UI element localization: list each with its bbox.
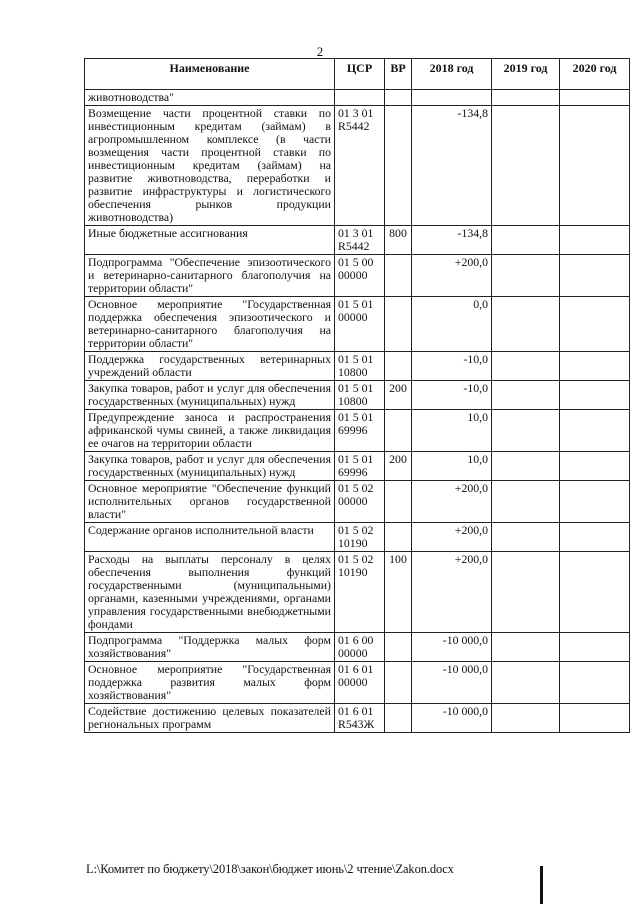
- header-csr: ЦСР: [335, 59, 385, 90]
- cell-2020: [560, 381, 630, 410]
- table-row: [85, 297, 630, 352]
- cell-csr: 01 5 01 69996: [335, 452, 385, 481]
- cell-vr: [385, 352, 412, 381]
- cell-2019: [492, 90, 560, 106]
- cell-2018: [412, 90, 492, 106]
- cell-2020: [560, 704, 630, 733]
- cell-2019: [492, 704, 560, 733]
- table-header-row: [85, 59, 630, 90]
- cell-2018: -134,8: [412, 226, 492, 255]
- cell-2020: [560, 633, 630, 662]
- cell-2019: [492, 633, 560, 662]
- cell-csr: [335, 90, 385, 106]
- cell-2019: [492, 552, 560, 633]
- margin-mark: [540, 866, 543, 904]
- cell-2020: [560, 255, 630, 297]
- cell-2019: [492, 481, 560, 523]
- budget-table: [84, 58, 630, 733]
- cell-name: Основное мероприятие "Государственная поддержка развития малых форм хозяйствования": [85, 662, 335, 704]
- table-row: [85, 552, 630, 633]
- cell-name: Содействие достижению целевых показателей региональных программ: [85, 704, 335, 733]
- cell-csr: 01 6 00 00000: [335, 633, 385, 662]
- cell-name: Содержание органов исполнительной власти: [85, 523, 335, 552]
- table-row: [85, 704, 630, 733]
- cell-name: животноводства": [85, 90, 335, 106]
- cell-2018: +200,0: [412, 523, 492, 552]
- cell-vr: 200: [385, 381, 412, 410]
- cell-vr: 100: [385, 552, 412, 633]
- cell-name: Основное мероприятие "Государственная поддержка обеспечения эпизоотического и ветеринарно-санитарного благополучия на территории области": [85, 297, 335, 352]
- cell-2020: [560, 410, 630, 452]
- table-body: [85, 90, 630, 733]
- cell-2018: +200,0: [412, 255, 492, 297]
- cell-csr: 01 5 02 00000: [335, 481, 385, 523]
- table-row: [85, 523, 630, 552]
- cell-2019: [492, 381, 560, 410]
- cell-2018: -10 000,0: [412, 662, 492, 704]
- table-row: [85, 90, 630, 106]
- cell-2018: 0,0: [412, 297, 492, 352]
- cell-vr: [385, 297, 412, 352]
- cell-name: Иные бюджетные ассигнования: [85, 226, 335, 255]
- cell-vr: [385, 106, 412, 226]
- cell-csr: 01 6 01 R543Ж: [335, 704, 385, 733]
- header-2019: 2019 год: [492, 59, 560, 90]
- cell-name: Расходы на выплаты персоналу в целях обеспечения выполнения функций государственными (муниципальными) органами, казенными учреждениями, органами управления государственными внебюджетными фондами: [85, 552, 335, 633]
- cell-vr: [385, 633, 412, 662]
- cell-2019: [492, 410, 560, 452]
- table-row: [85, 481, 630, 523]
- page-number: 2: [316, 44, 324, 59]
- header-name: Наименование: [85, 59, 335, 90]
- cell-name: Предупреждение заноса и распространения африканской чумы свиней, а также ликвидация ее очагов на территории области: [85, 410, 335, 452]
- table-row: [85, 452, 630, 481]
- cell-2020: [560, 226, 630, 255]
- cell-csr: 01 5 02 10190: [335, 552, 385, 633]
- cell-csr: 01 5 01 10800: [335, 352, 385, 381]
- cell-2019: [492, 662, 560, 704]
- cell-2020: [560, 552, 630, 633]
- cell-2018: -10,0: [412, 352, 492, 381]
- cell-csr: 01 5 00 00000: [335, 255, 385, 297]
- cell-2018: +200,0: [412, 481, 492, 523]
- cell-2018: -10,0: [412, 381, 492, 410]
- cell-vr: [385, 662, 412, 704]
- cell-2019: [492, 106, 560, 226]
- cell-2018: +200,0: [412, 552, 492, 633]
- table-row: [85, 381, 630, 410]
- cell-csr: 01 3 01 R5442: [335, 106, 385, 226]
- cell-vr: [385, 90, 412, 106]
- cell-csr: 01 5 01 69996: [335, 410, 385, 452]
- cell-2020: [560, 662, 630, 704]
- cell-vr: [385, 481, 412, 523]
- cell-2020: [560, 452, 630, 481]
- cell-2019: [492, 452, 560, 481]
- cell-2020: [560, 523, 630, 552]
- cell-name: Подпрограмма "Обеспечение эпизоотического и ветеринарно-санитарного благополучия на территории области": [85, 255, 335, 297]
- cell-csr: 01 6 01 00000: [335, 662, 385, 704]
- cell-csr: 01 5 01 10800: [335, 381, 385, 410]
- cell-name: Закупка товаров, работ и услуг для обеспечения государственных (муниципальных) нужд: [85, 452, 335, 481]
- cell-csr: 01 5 01 00000: [335, 297, 385, 352]
- cell-2019: [492, 523, 560, 552]
- cell-vr: [385, 704, 412, 733]
- header-vr: ВР: [385, 59, 412, 90]
- cell-2018: 10,0: [412, 452, 492, 481]
- cell-name: Подпрограмма "Поддержка малых форм хозяйствования": [85, 633, 335, 662]
- table-row: [85, 410, 630, 452]
- cell-name: Закупка товаров, работ и услуг для обеспечения государственных (муниципальных) нужд: [85, 381, 335, 410]
- cell-name: Поддержка государственных ветеринарных учреждений области: [85, 352, 335, 381]
- cell-2020: [560, 481, 630, 523]
- header-2020: 2020 год: [560, 59, 630, 90]
- cell-vr: 200: [385, 452, 412, 481]
- cell-2018: -134,8: [412, 106, 492, 226]
- table-row: [85, 226, 630, 255]
- cell-2019: [492, 297, 560, 352]
- cell-2019: [492, 352, 560, 381]
- cell-vr: [385, 410, 412, 452]
- cell-name: Возмещение части процентной ставки по инвестиционным кредитам (займам) в агропромышленном комплексе (в части возмещения части процентной ставки по инвестиционным кредитам (займам) на развитие животноводства, переработки и развитие инфраструктуры и логистического обеспечения рынков продукции животноводства): [85, 106, 335, 226]
- cell-2018: -10 000,0: [412, 633, 492, 662]
- cell-2020: [560, 106, 630, 226]
- table-row: [85, 662, 630, 704]
- cell-2018: 10,0: [412, 410, 492, 452]
- cell-2018: -10 000,0: [412, 704, 492, 733]
- table-row: [85, 106, 630, 226]
- cell-2019: [492, 255, 560, 297]
- table-row: [85, 255, 630, 297]
- cell-vr: 800: [385, 226, 412, 255]
- cell-vr: [385, 523, 412, 552]
- cell-csr: 01 5 02 10190: [335, 523, 385, 552]
- cell-2020: [560, 352, 630, 381]
- cell-vr: [385, 255, 412, 297]
- cell-2020: [560, 90, 630, 106]
- table-row: [85, 633, 630, 662]
- footer-file-path: L:\Комитет по бюджету\2018\закон\бюджет июнь\2 чтение\Zakon.docx: [86, 862, 454, 876]
- cell-2020: [560, 297, 630, 352]
- table-row: [85, 352, 630, 381]
- cell-name: Основное мероприятие "Обеспечение функций исполнительных органов государственной власти": [85, 481, 335, 523]
- cell-2019: [492, 226, 560, 255]
- cell-csr: 01 3 01 R5442: [335, 226, 385, 255]
- header-2018: 2018 год: [412, 59, 492, 90]
